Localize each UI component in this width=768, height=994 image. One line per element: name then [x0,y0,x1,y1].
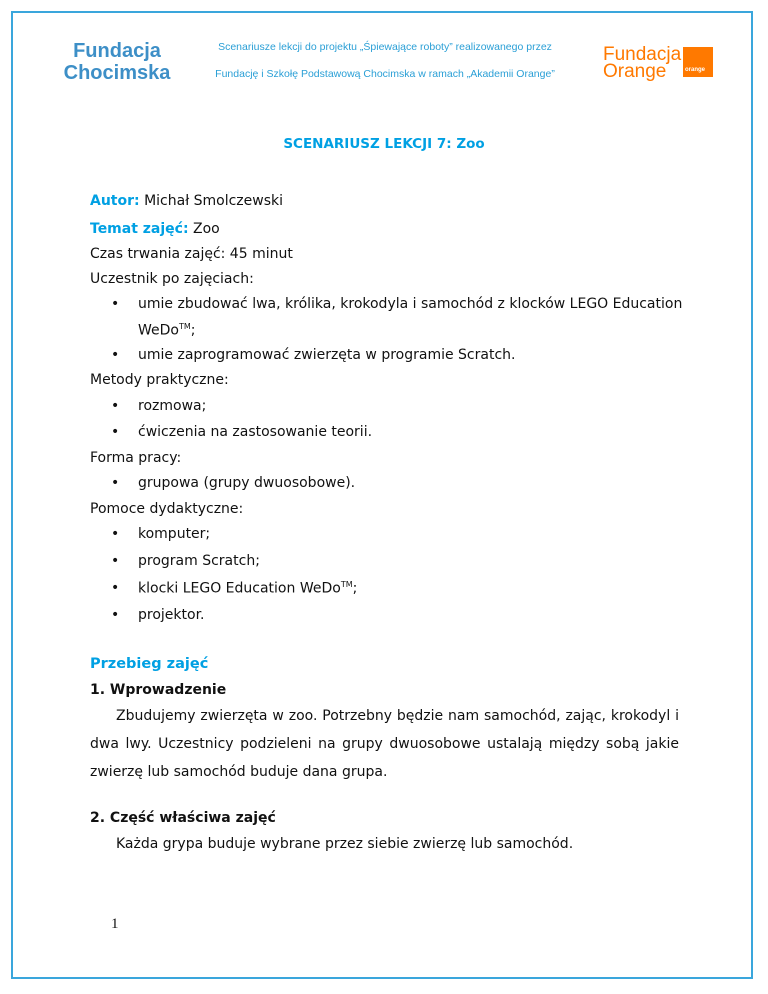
fundacja-orange-logo: Fundacja Orange [603,44,682,82]
orange-brand-icon: orange [683,47,713,77]
method-item-1: rozmowa; [138,398,207,414]
section-1-title: 1. Wprowadzenie [90,682,227,698]
bullet-icon: • [111,296,120,312]
bullet-icon: • [111,424,120,440]
aid-item-1: komputer; [138,526,211,542]
outcome-item-1-cont: WeDo™; [138,322,196,339]
bullet-icon: • [111,347,120,363]
form-heading: Forma pracy: [90,450,182,466]
outcome-item-2: umie zaprogramować zwierzęta w programie Scratch. [138,347,516,363]
outcome-item-1: umie zbudować lwa, królika, krokodyla i samochód z klocków LEGO Education [138,296,683,312]
author-line: Autor: Michał Smolczewski [90,193,284,209]
page-number: 1 [111,916,119,932]
section-1-text: Zbudujemy zwierzęta w zoo. Potrzebny będzie nam samochód, zając, krokodyl i dwa lwy. Uczestnicy podzieleni na grupy dwuosobowe ustalają między sobą jakie zwierzę lub samochód buduje dana grupa. [90,708,679,780]
bullet-icon: • [111,475,120,491]
bullet-icon: • [111,580,120,596]
topic-line: Temat zajęć: Zoo [90,221,220,237]
page-header [185,41,585,95]
section-2-title: 2. Część właściwa zajęć [90,810,276,826]
method-item-2: ćwiczenia na zastosowanie teorii. [138,424,373,440]
outcomes-heading: Uczestnik po zajęciach: [90,271,254,287]
course-heading: Przebieg zajęć [90,656,209,672]
bullet-icon: • [111,398,120,414]
page-title: SCENARIUSZ LEKCJI 7: Zoo [283,136,485,152]
aid-item-2: program Scratch; [138,553,260,569]
fundacja-chocimska-logo: Fundacja Chocimska [63,40,171,84]
aid-item-4: projektor. [138,607,205,623]
bullet-icon: • [111,526,120,542]
aid-item-3: klocki LEGO Education WeDo™; [138,580,358,597]
bullet-icon: • [111,607,120,623]
duration-line: Czas trwania zajęć: 45 minut [90,246,293,262]
aids-heading: Pomoce dydaktyczne: [90,501,244,517]
methods-heading: Metody praktyczne: [90,372,229,388]
header-line-1: Scenariusze lekcji do projektu „Śpiewające roboty” realizowanego przez [218,41,552,53]
header-line-2: Fundację i Szkołę Podstawową Chocimska w ramach „Akademii Orange” [215,68,555,80]
bullet-icon: • [111,553,120,569]
form-item-1: grupowa (grupy dwuosobowe). [138,475,356,491]
section-2-text: Każda grypa buduje wybrane przez siebie zwierzę lub samochód. [116,836,574,852]
